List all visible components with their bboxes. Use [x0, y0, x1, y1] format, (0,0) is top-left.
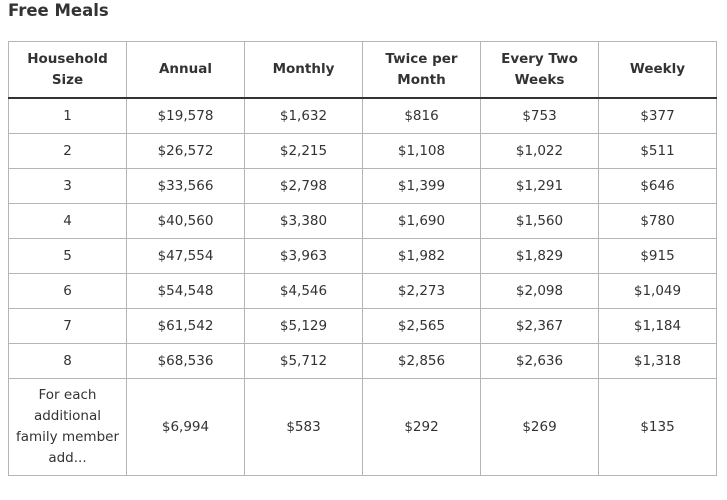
cell-monthly: $5,712: [245, 344, 363, 379]
cell-twice-per-month: $1,690: [363, 204, 481, 239]
cell-twice-per-month: $292: [363, 379, 481, 476]
cell-household-size: 4: [9, 204, 127, 239]
cell-annual: $40,560: [127, 204, 245, 239]
cell-monthly: $1,632: [245, 98, 363, 134]
header-twice-per-month: Twice per Month: [363, 42, 481, 99]
cell-weekly: $915: [599, 239, 717, 274]
table-body: [9, 98, 717, 476]
table-row: [9, 169, 717, 204]
table-row: [9, 134, 717, 169]
cell-household-size: 7: [9, 309, 127, 344]
cell-every-two-weeks: $2,098: [481, 274, 599, 309]
cell-twice-per-month: $2,565: [363, 309, 481, 344]
header-weekly: Weekly: [599, 42, 717, 99]
cell-household-size: For each additional family member add...: [9, 379, 127, 476]
cell-every-two-weeks: $2,367: [481, 309, 599, 344]
cell-every-two-weeks: $1,560: [481, 204, 599, 239]
cell-household-size: 5: [9, 239, 127, 274]
cell-monthly: $3,963: [245, 239, 363, 274]
cell-every-two-weeks: $269: [481, 379, 599, 476]
cell-household-size: 2: [9, 134, 127, 169]
cell-twice-per-month: $2,856: [363, 344, 481, 379]
cell-weekly: $377: [599, 98, 717, 134]
cell-every-two-weeks: $1,829: [481, 239, 599, 274]
cell-twice-per-month: $1,108: [363, 134, 481, 169]
table-row: [9, 204, 717, 239]
cell-household-size: 3: [9, 169, 127, 204]
income-eligibility-table: [8, 41, 717, 476]
cell-weekly: $1,318: [599, 344, 717, 379]
cell-twice-per-month: $1,399: [363, 169, 481, 204]
cell-every-two-weeks: $753: [481, 98, 599, 134]
cell-every-two-weeks: $2,636: [481, 344, 599, 379]
cell-annual: $68,536: [127, 344, 245, 379]
cell-monthly: $2,215: [245, 134, 363, 169]
cell-annual: $54,548: [127, 274, 245, 309]
cell-household-size: 1: [9, 98, 127, 134]
cell-annual: $19,578: [127, 98, 245, 134]
cell-annual: $6,994: [127, 379, 245, 476]
cell-weekly: $646: [599, 169, 717, 204]
cell-twice-per-month: $1,982: [363, 239, 481, 274]
cell-monthly: $2,798: [245, 169, 363, 204]
header-household-size: Household Size: [9, 42, 127, 99]
table-row: [9, 344, 717, 379]
cell-monthly: $4,546: [245, 274, 363, 309]
cell-every-two-weeks: $1,291: [481, 169, 599, 204]
cell-annual: $26,572: [127, 134, 245, 169]
cell-weekly: $511: [599, 134, 717, 169]
cell-household-size: 6: [9, 274, 127, 309]
header-monthly: Monthly: [245, 42, 363, 99]
table-row: [9, 239, 717, 274]
cell-twice-per-month: $816: [363, 98, 481, 134]
cell-weekly: $135: [599, 379, 717, 476]
cell-annual: $33,566: [127, 169, 245, 204]
cell-weekly: $780: [599, 204, 717, 239]
cell-weekly: $1,049: [599, 274, 717, 309]
table-row: [9, 98, 717, 134]
cell-monthly: $583: [245, 379, 363, 476]
header-annual: Annual: [127, 42, 245, 99]
cell-household-size: 8: [9, 344, 127, 379]
cell-annual: $61,542: [127, 309, 245, 344]
header-every-two-weeks: Every Two Weeks: [481, 42, 599, 99]
table-row: [9, 379, 717, 476]
cell-weekly: $1,184: [599, 309, 717, 344]
cell-annual: $47,554: [127, 239, 245, 274]
table-header-row: [9, 42, 717, 99]
cell-every-two-weeks: $1,022: [481, 134, 599, 169]
page-title: Free Meals: [8, 1, 109, 20]
cell-monthly: $3,380: [245, 204, 363, 239]
cell-monthly: $5,129: [245, 309, 363, 344]
table-row: [9, 309, 717, 344]
cell-twice-per-month: $2,273: [363, 274, 481, 309]
table-row: [9, 274, 717, 309]
